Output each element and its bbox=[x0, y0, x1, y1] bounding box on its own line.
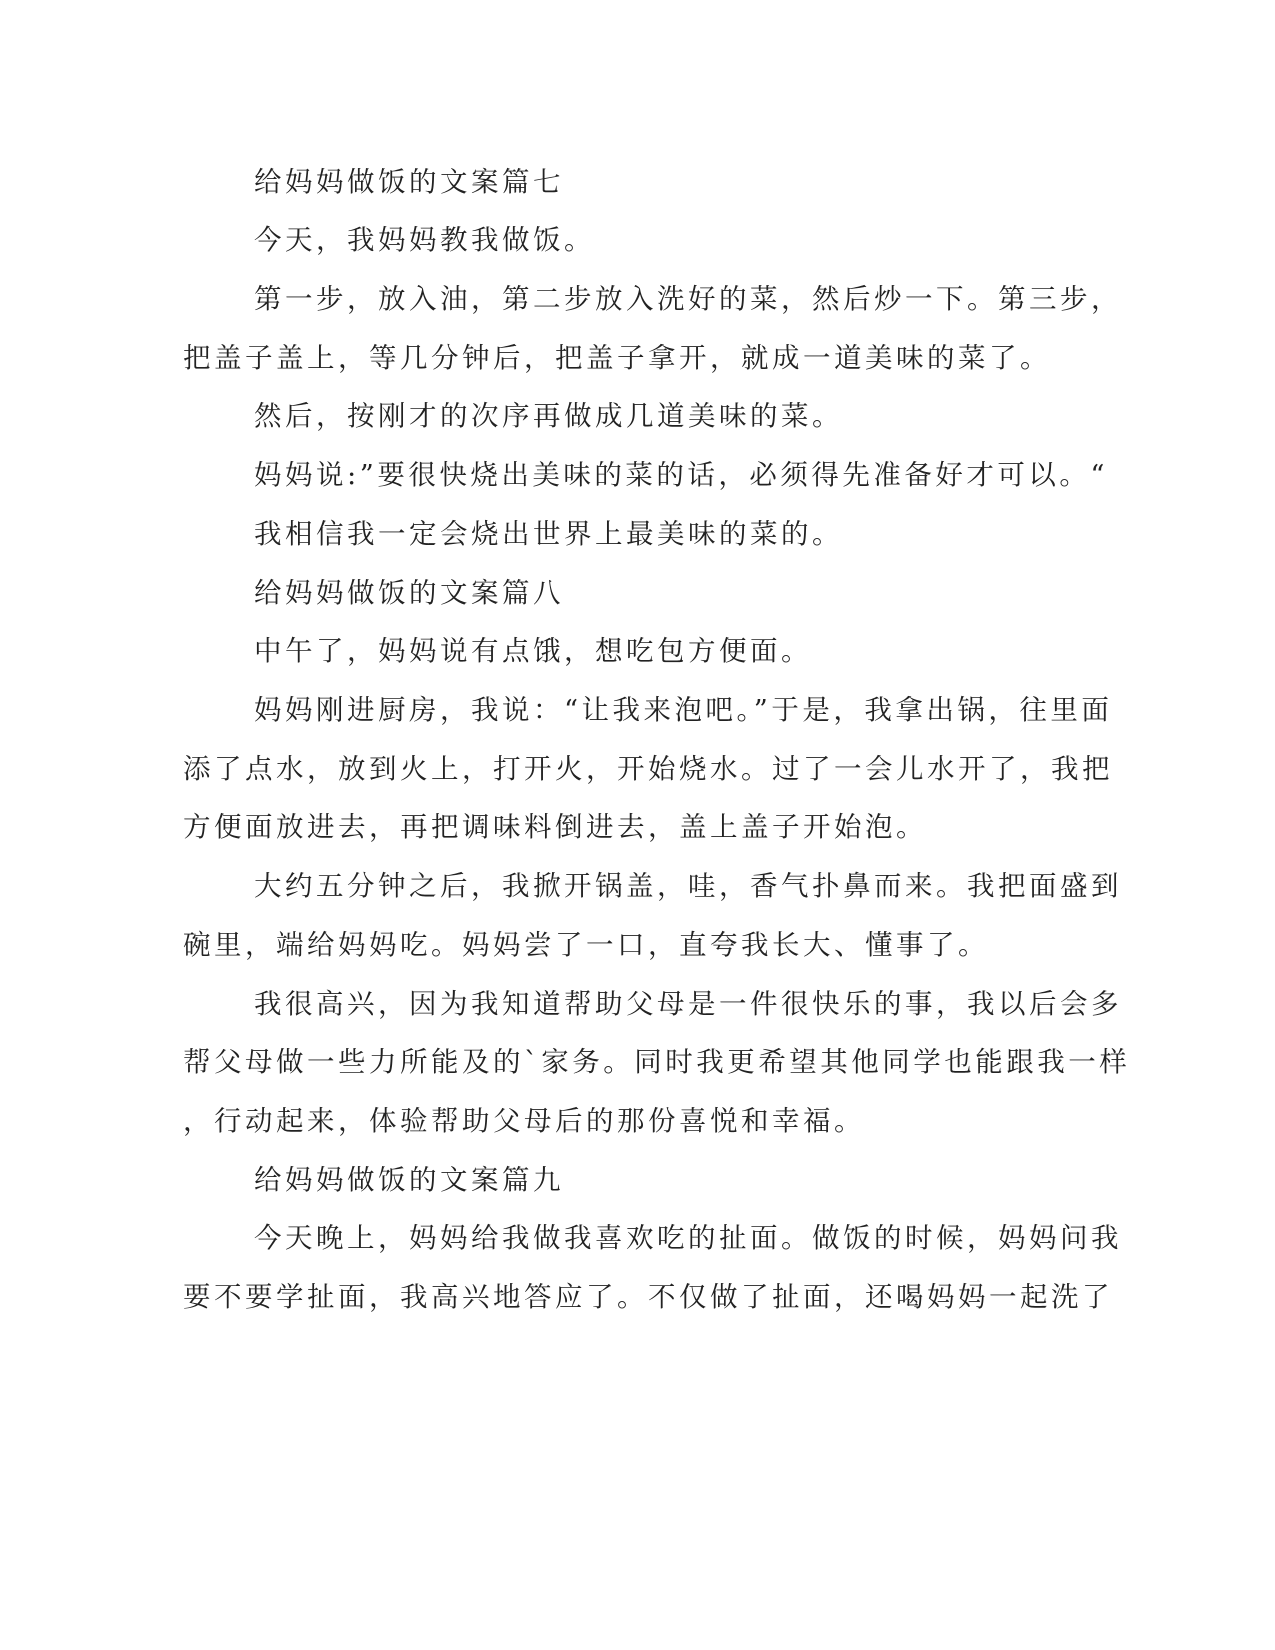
heading-chapter-9: 给妈妈做饭的文案篇九 bbox=[254, 1164, 564, 1196]
paragraph-line: 碗里，端给妈妈吃。妈妈尝了一口，直夸我长大、懂事了。 bbox=[183, 929, 989, 961]
paragraph-line: 大约五分钟之后，我掀开锅盖，哇，香气扑鼻而来。我把面盛到 bbox=[254, 870, 1122, 902]
paragraph-line: 方便面放进去，再把调味料倒进去，盖上盖子开始泡。 bbox=[183, 811, 927, 843]
paragraph-line: 要不要学扯面，我高兴地答应了。不仅做了扯面，还喝妈妈一起洗了 bbox=[183, 1281, 1113, 1313]
paragraph-line: 第一步，放入油，第二步放入洗好的菜，然后炒一下。第三步， bbox=[254, 283, 1122, 315]
paragraph-line: 今天晚上，妈妈给我做我喜欢吃的扯面。做饭的时候，妈妈问我 bbox=[254, 1222, 1122, 1254]
paragraph-line: 今天，我妈妈教我做饭。 bbox=[254, 224, 595, 256]
paragraph-line: 然后，按刚才的次序再做成几道美味的菜。 bbox=[254, 400, 843, 432]
paragraph-line: 把盖子盖上，等几分钟后，把盖子拿开，就成一道美味的菜了。 bbox=[183, 342, 1051, 374]
heading-chapter-7: 给妈妈做饭的文案篇七 bbox=[254, 166, 564, 198]
paragraph-line: 添了点水，放到火上，打开火，开始烧水。过了一会儿水开了，我把 bbox=[183, 753, 1113, 785]
paragraph-line: 我很高兴，因为我知道帮助父母是一件很快乐的事，我以后会多 bbox=[254, 988, 1122, 1020]
paragraph-line: ，行动起来，体验帮助父母后的那份喜悦和幸福。 bbox=[183, 1105, 865, 1137]
paragraph-line: 中午了，妈妈说有点饿，想吃包方便面。 bbox=[254, 635, 812, 667]
paragraph-line: 帮父母做一些力所能及的`家务。同时我更希望其他同学也能跟我一样 bbox=[183, 1046, 1131, 1078]
paragraph-line: 我相信我一定会烧出世界上最美味的菜的。 bbox=[254, 518, 843, 550]
heading-chapter-8: 给妈妈做饭的文案篇八 bbox=[254, 577, 564, 609]
paragraph-line: 妈妈说:”要很快烧出美味的菜的话，必须得先准备好才可以。“ bbox=[254, 459, 1108, 491]
paragraph-line: 妈妈刚进厨房，我说：“让我来泡吧。”于是，我拿出锅，往里面 bbox=[254, 694, 1113, 726]
